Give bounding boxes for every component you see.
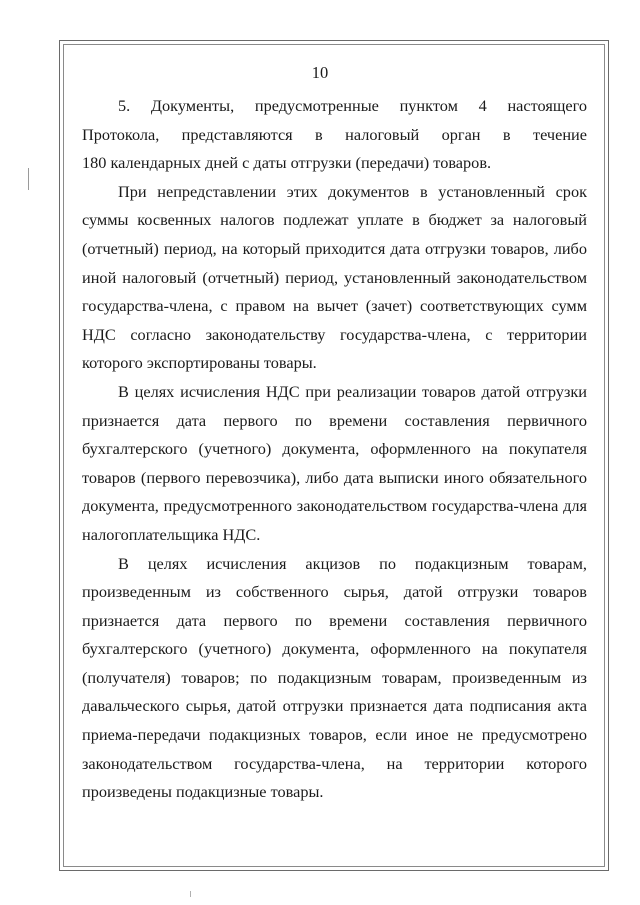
text-line: иной налоговый (отчетный) период, установленный законодательством [82, 267, 587, 287]
text-line: документа, предусмотренного законодательством государства-члена для [82, 496, 587, 516]
text-line: товаров (первого перевозчика), либо дата выписки иного обязательного [82, 467, 587, 487]
text-line: 5. Документы, предусмотренные пунктом 4 настоящего [118, 96, 587, 115]
text-line: бухгалтерского (учетного) документа, оформленного на покупателя [82, 639, 587, 659]
text-line: суммы косвенных налогов подлежат уплате в бюджет за налоговый [82, 210, 587, 230]
text-line: бухгалтерского (учетного) документа, оформленного на покупателя [82, 439, 587, 459]
text-line: произведенным из собственного сырья, датой отгрузки товаров [82, 582, 587, 602]
text-line: В целях исчисления акцизов по подакцизным товарам, [118, 553, 587, 573]
text-line: приема-передачи подакцизных товаров, если иное не предусмотрено [82, 725, 587, 745]
text-line: НДС согласно законодательству государства-члена, с территории [82, 324, 587, 344]
text-line: Протокола, представляются в налоговый орган в течение [82, 124, 587, 144]
text-line: которого экспортированы товары. [82, 353, 317, 373]
text-line: При непредставлении этих документов в установленный срок [118, 181, 587, 201]
paragraph-2 [82, 178, 587, 378]
paragraph-1 [82, 92, 587, 178]
text-line: (отчетный) период, на который приходится дата отгрузки товаров, либо [82, 238, 587, 258]
text-line: (получателя) товаров; по подакцизным товарам, произведенным из [82, 667, 587, 687]
document-body [82, 92, 587, 807]
paragraph-3 [82, 378, 587, 550]
text-line: 180 календарных дней с даты отгрузки (передачи) товаров. [82, 153, 492, 173]
page-number: 10 [311, 63, 329, 82]
paragraph-4 [82, 550, 587, 807]
text-line: законодательством государства-члена, на территории которого [82, 753, 587, 773]
text-line: государства-члена, с правом на вычет (зачет) соответствующих сумм [82, 296, 587, 316]
text-line: признается дата первого по времени составления первичного [82, 610, 587, 630]
text-line: давальческого сырья, датой отгрузки признается дата подписания акта [82, 696, 587, 716]
scan-artifact [28, 168, 29, 190]
scan-artifact [190, 891, 191, 897]
text-line: В целях исчисления НДС при реализации товаров датой отгрузки [118, 381, 587, 401]
text-line: налогоплательщика НДС. [82, 524, 261, 544]
text-line: признается дата первого по времени составления первичного [82, 410, 587, 430]
text-line: произведены подакцизные товары. [82, 782, 324, 802]
